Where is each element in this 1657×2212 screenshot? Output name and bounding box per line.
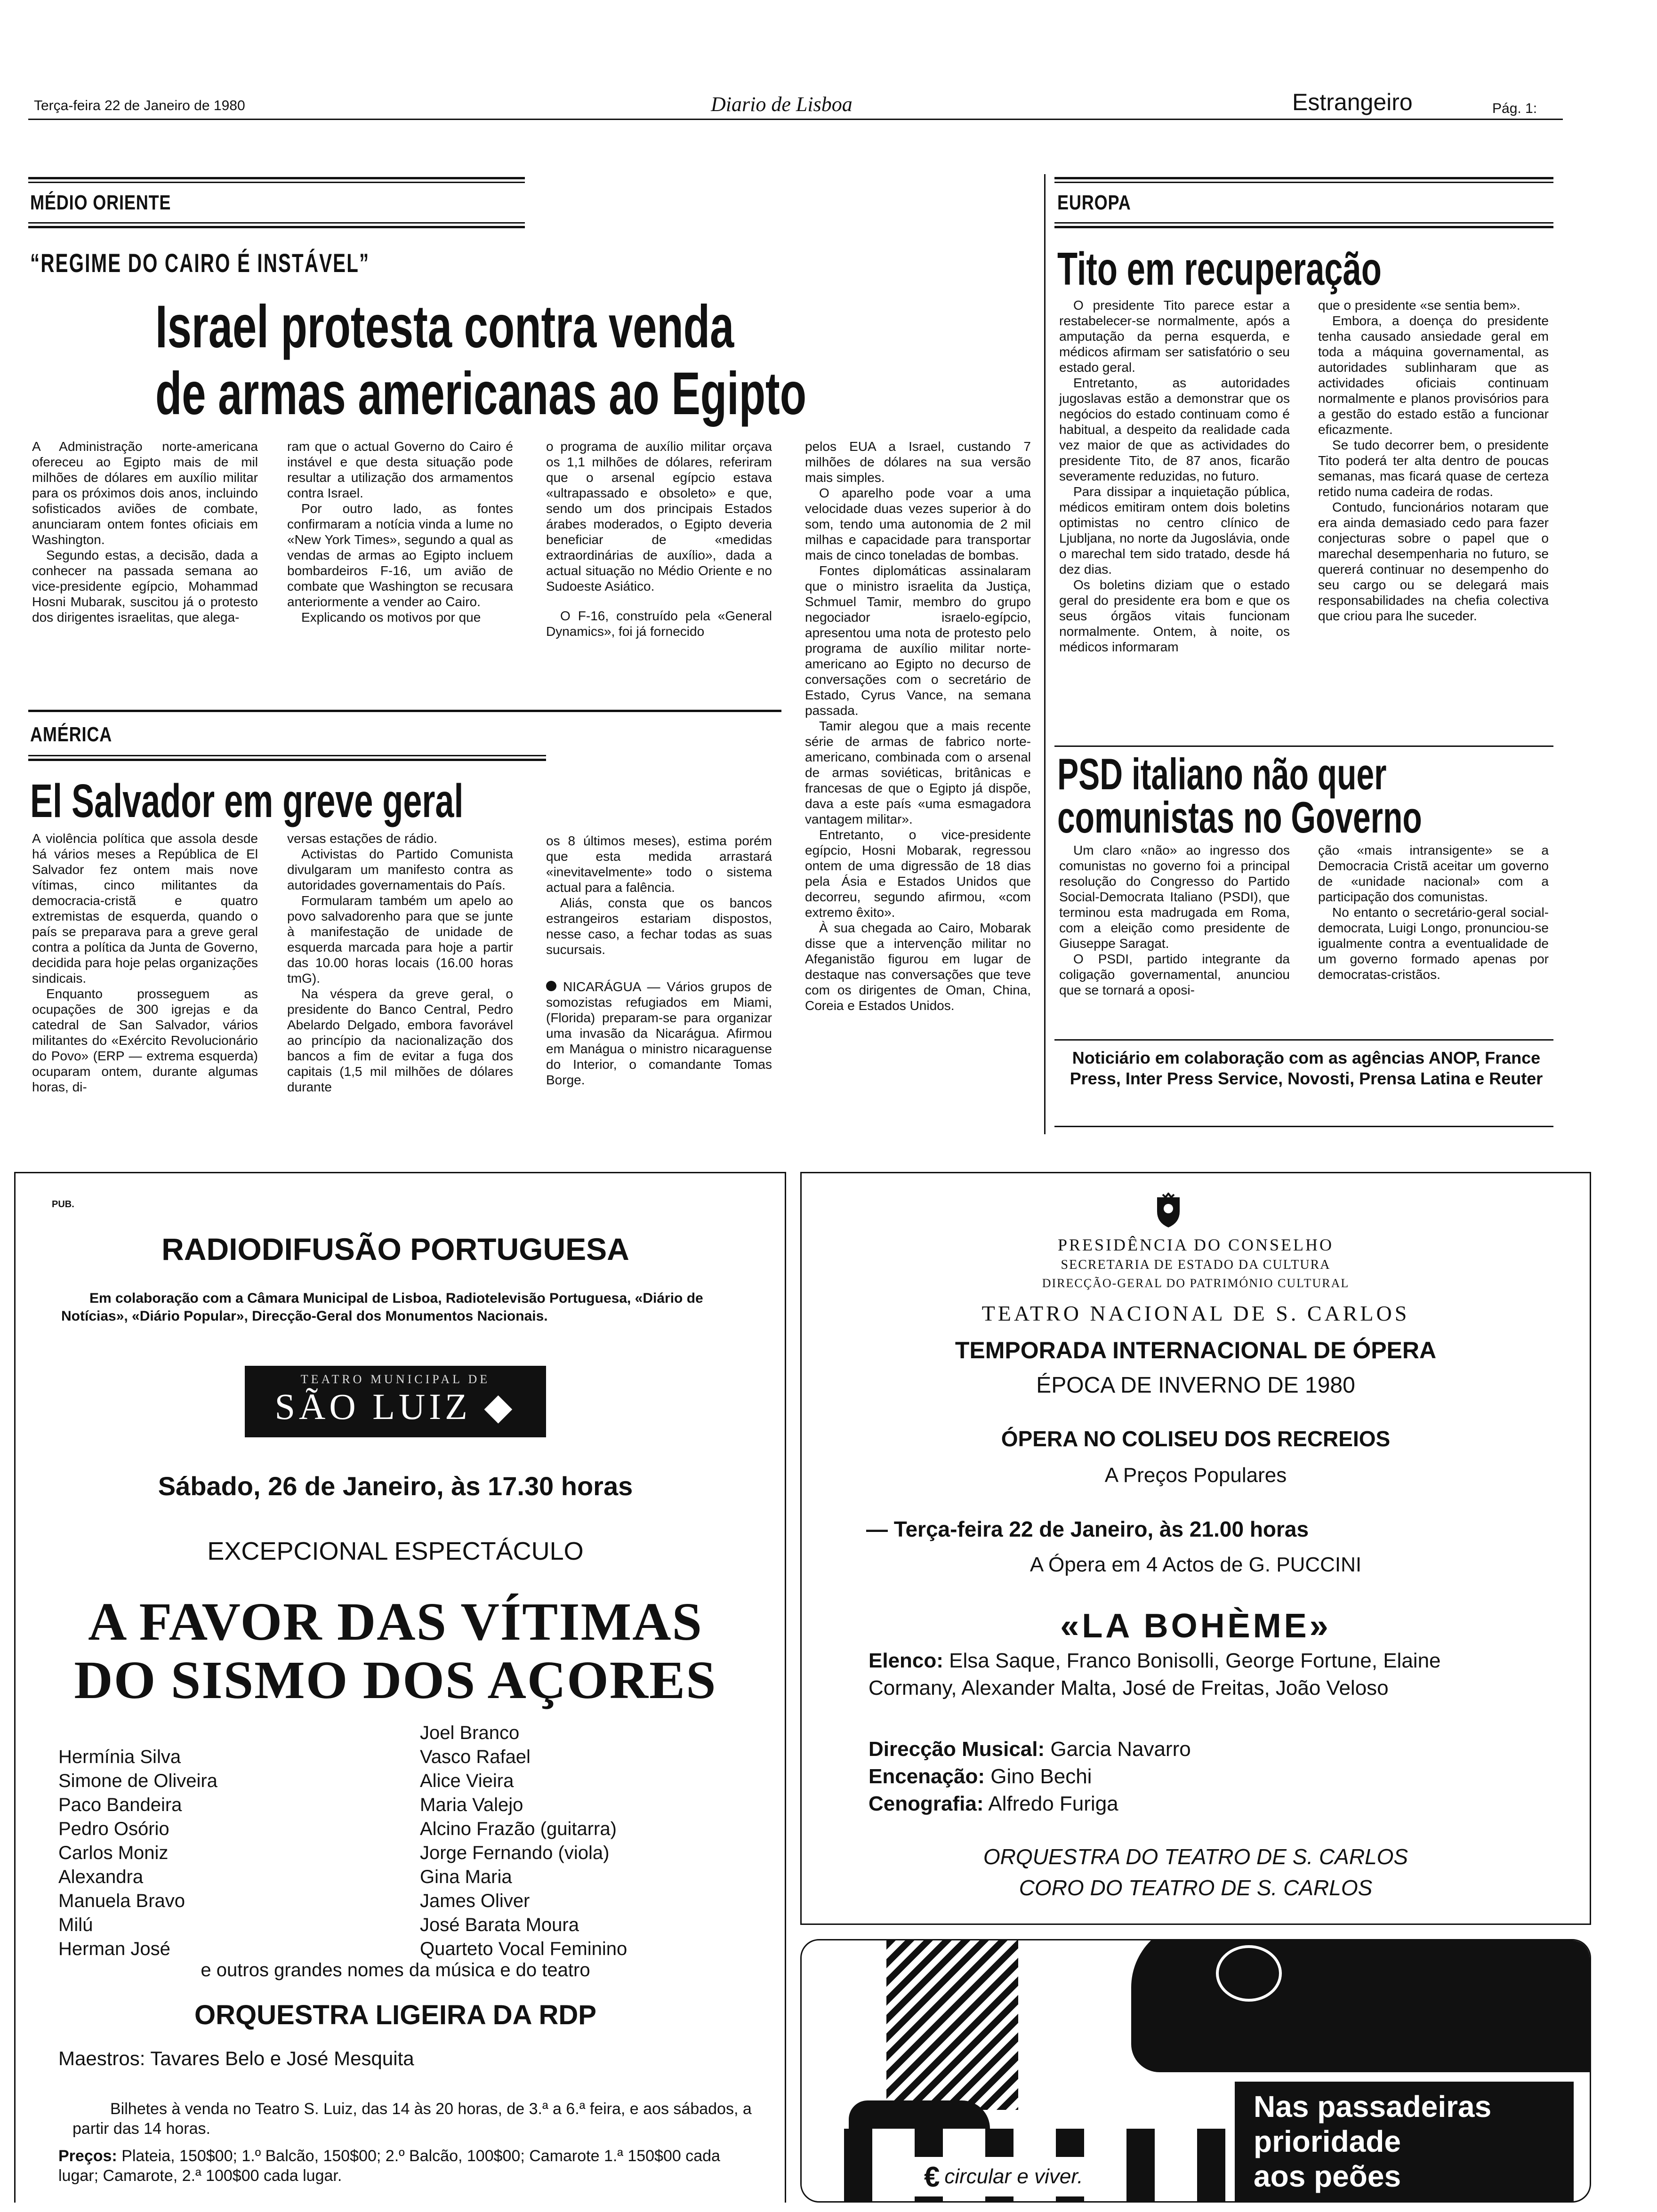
- ad-crossing: [800, 1939, 1591, 2203]
- paragraph: Entretanto, o vice-presidente egípcio, Hosni Mobarak, regressou ontem de uma digressão de 18 dias pela Ásia e Estados Unidos que decorreu, segundo afirmou, «com extremo êxito».: [805, 827, 1031, 920]
- nicaragua-text: — Vários grupos de somozistas refugiados em Miami, (Florida) preparam-se para organizar uma invasão da Nicarágua. Afirmou em Manágua o ministro nicaraguense do Interior, o comandante Tomas Borge.: [546, 979, 772, 1087]
- article-column: [1318, 297, 1549, 624]
- sao-luiz-small: TEATRO MUNICIPAL DE: [300, 1372, 491, 1386]
- ad-prices: [58, 2146, 755, 2186]
- ad-date: Sábado, 26 de Janeiro, às 17.30 horas: [158, 1471, 633, 1501]
- rule: [1054, 1039, 1553, 1041]
- article-column: [1059, 297, 1290, 655]
- ad-org: RADIODIFUSÃO PORTUGUESA: [161, 1232, 629, 1266]
- article-column: [287, 439, 513, 625]
- article-column: [1318, 842, 1549, 982]
- article-column: [32, 831, 258, 1095]
- bullet-icon: [546, 981, 556, 991]
- sc-choir: CORO DO TEATRO DE S. CARLOS: [1019, 1875, 1373, 1900]
- performer: Joel Branco: [420, 1723, 520, 1743]
- credit-value: Gino Bechi: [990, 1765, 1092, 1788]
- paragraph: Activistas do Partido Comunista divulgaram um manifesto contra as autoridades governamentais do País.: [287, 847, 513, 892]
- prices-text: Plateia, 150$00; 1.º Balcão, 150$00; 2.º Balcão, 100$00; Camarote 1.ª 150$00 cada lugar; Camarote, 2.ª 100$00 cada lugar.: [58, 2147, 720, 2185]
- paragraph: Fontes diplomáticas assinalaram que o ministro israelita da Justiça, Schmuel Tamir, membro do grupo negociador israelo-egípcio, apresentou uma nota de protesto pelo programa de auxílio militar norte-americano ao Egipto no decurso de conversações com o secretário de Estado, Cyrus Vance, na semana passada.: [805, 563, 1031, 718]
- rule: [1054, 226, 1553, 228]
- performer: Quarteto Vocal Feminino: [420, 1939, 627, 1959]
- performers-right: [420, 1721, 627, 1961]
- rule: [1054, 745, 1553, 747]
- header-rule: [28, 119, 1563, 120]
- paragraph: ção «mais intransigente» se a Democracia Cristã aceitar um governo de «unidade nacional» com a participação dos comunistas.: [1318, 843, 1549, 904]
- performer: Carlos Moniz: [58, 1843, 169, 1863]
- kicker: “REGIME DO CAIRO É INSTÁVEL”: [30, 248, 370, 278]
- sc-prices: A Preços Populares: [1104, 1464, 1287, 1487]
- paragraph: Explicando os motivos por que: [301, 610, 481, 625]
- section-label: Estrangeiro: [1292, 89, 1413, 115]
- headline-israel-1: Israel protesta contra venda: [155, 293, 734, 361]
- ad-maestros: Maestros: Tavares Belo e José Mesquita: [58, 2047, 414, 2069]
- section-america: AMÉRICA: [30, 723, 113, 746]
- headlight-icon: [1216, 1945, 1282, 2002]
- slogan-line: prioridade: [1254, 2124, 1401, 2158]
- article-column: [287, 831, 513, 1095]
- rule: [1054, 177, 1553, 179]
- paragraph: Para dissipar a inquietação pública, médicos emitiram ontem dois boletins optimistas no centro clínico de Ljubljana, no norte da Jugoslávia, onde o marechal tem sido tratado, desde há dez dias.: [1059, 484, 1290, 577]
- paragraph: pelos EUA a Israel, custando 7 milhões de dólares na sua versão mais simples.: [805, 439, 1031, 485]
- sao-luiz-name: SÃO LUIZ ◆: [274, 1386, 516, 1427]
- ad-orchestra: ORQUESTRA LIGEIRA DA RDP: [194, 2000, 596, 2030]
- ad-tickets: Bilhetes à venda no Teatro S. Luiz, das 14 às 20 horas, de 3.ª a 6.ª feira, e aos sábados, a partir das 14 horas.: [72, 2100, 752, 2138]
- paragraph: O presidente Tito parece estar a restabelecer-se normalmente, após a amputação da perna esquerda, e médicos afirmam ser satisfatório o seu estado geral.: [1059, 298, 1290, 375]
- ad-collab: Em colaboração com a Câmara Municipal de Lisboa, Radiotelevisão Portuguesa, «Diário de Notícias», «Diário Popular», Direcção-Geral dos Monumentos Nacionais.: [61, 1290, 703, 1324]
- performer: Pedro Osório: [58, 1819, 169, 1839]
- paragraph: que o presidente «se sentia bem».: [1318, 298, 1520, 313]
- rule: [28, 710, 781, 712]
- paragraph: Formularam também um apelo ao povo salvadorenho para que se junte à manifestação de unidade de esquerda marcada para hoje a partir das 10.00 horas locais (16.00 horas tmG).: [287, 893, 513, 986]
- article-column: [1059, 842, 1290, 998]
- performer: Hermínia Silva: [58, 1747, 181, 1767]
- headline-psd-1: PSD italiano não quer: [1057, 749, 1387, 799]
- performer: Gina Maria: [420, 1867, 512, 1887]
- article-column: [546, 833, 772, 1088]
- rule: [28, 182, 525, 183]
- sc-coliseu: ÓPERA NO COLISEU DOS RECREIOS: [1001, 1427, 1391, 1451]
- performer: Alexandra: [58, 1867, 144, 1887]
- sc-line-2: SECRETARIA DE ESTADO DA CULTURA: [1061, 1258, 1331, 1272]
- ad-cause-2: DO SISMO DOS AÇORES: [74, 1650, 717, 1710]
- rule: [1054, 222, 1553, 224]
- credit-label: Direcção Musical:: [869, 1738, 1045, 1761]
- paragraph: Se tudo decorrer bem, o presidente Tito poderá ter alta dentro de poucas semanas, mas ficará quase de certeza retido numa cadeira de rodas.: [1318, 438, 1549, 499]
- paragraph: Enquanto prosseguem as ocupações de 300 igrejas e da catedral de San Salvador, vários militantes do «Exército Revolucionário do Povo» (ERP — extrema esquerda) ocuparam ontem, durante algumas horas, di-: [32, 986, 258, 1094]
- paragraph: versas estações de rádio.: [287, 831, 438, 846]
- headline-el-salvador: El Salvador em greve geral: [30, 775, 464, 827]
- sc-line-1: PRESIDÊNCIA DO CONSELHO: [1057, 1235, 1334, 1254]
- performer: Herman José: [58, 1939, 170, 1959]
- performer: José Barata Moura: [420, 1915, 579, 1935]
- paragraph: Aliás, consta que os bancos estrangeiros estariam dispostos, nesse caso, a fechar todas as suas sucursais.: [546, 896, 772, 957]
- sc-opera: A Ópera em 4 Actos de G. PUCCINI: [1030, 1553, 1362, 1576]
- credit-label: Cenografia:: [869, 1792, 984, 1815]
- sc-theatre: TEATRO NACIONAL DE S. CARLOS: [981, 1301, 1410, 1325]
- paragraph: Os boletins diziam que o estado geral do presidente era bom e que os seus órgãos vitais funcionam normalmente. Ontem, à noite, os médicos informaram: [1059, 577, 1290, 654]
- headline-tito: Tito em recuperação: [1057, 243, 1382, 295]
- paragraph: os 8 últimos meses), estima porém que esta medida arrastará «inevitavelmente» todo o sistema actual para a falência.: [546, 834, 772, 895]
- paragraph: Entretanto, as autoridades jugoslavas estão a demonstrar que os negócios do estado continuam como é habitual, a despeito da realidade cada vez maior de que as actividades do presidente Tito, de 87 anos, ficarão severamente reduzidas, no futuro.: [1059, 376, 1290, 483]
- paragraph: A Administração norte-americana ofereceu ao Egipto mais de mil milhões de dólares em auxílio militar para os próximos dois anos, incluindo sofisticados aviões de combate, anunciaram ontem fontes oficiais em Washington.: [32, 439, 258, 547]
- performer: Paco Bandeira: [58, 1795, 182, 1815]
- article-column: [546, 439, 772, 639]
- performer: James Oliver: [420, 1891, 530, 1911]
- pub-label: PUB.: [52, 1199, 74, 1210]
- diamond-icon: ◆: [484, 1386, 516, 1427]
- credit-line: [869, 1790, 1191, 1818]
- paragraph: A violência política que assola desde há vários meses a República de El Salvador fez ontem mais nove vítimas, cinco militantes da democracia-cristã e quatro extremistas de esquerda, quando o país se preparava para a greve geral contra a política da Junta de Governo, decidida para hoje pelas organizações sindicais.: [32, 831, 258, 986]
- circular-text: circular e viver.: [944, 2165, 1083, 2188]
- rule: [1054, 182, 1553, 183]
- page-number: Pág. 1:: [1492, 101, 1537, 116]
- performer: Alice Vieira: [420, 1771, 514, 1791]
- legs-illustration: [886, 1940, 1018, 2110]
- paragraph: Embora, a doença do presidente tenha causado ansiedade geral em toda a máquina governamental, as autoridades sublinharam que as actividades oficiais continuam normalmente e planos provisórios para a gestão do estado estão a funcionar eficazmente.: [1318, 313, 1549, 437]
- paragraph: Por outro lado, as fontes confirmaram a notícia vinda a lume no «New York Times», segundo a qual as vendas de armas ao Egipto incluem bombardeiros F-16, um avião de combate que Washington se recusara anteriormente a vender ao Cairo.: [287, 501, 513, 609]
- paragraph: O F-16, construído pela «General Dynamics», foi já fornecido: [546, 609, 772, 639]
- performer: Maria Valejo: [420, 1795, 523, 1815]
- nicaragua-brief: [546, 979, 772, 1088]
- ad-cause-1: A FAVOR DAS VÍTIMAS: [88, 1592, 703, 1651]
- elenco-text: Elsa Saque, Franco Bonisolli, George Fortune, Elaine Cormany, Alexander Malta, José de Freitas, João Veloso: [869, 1649, 1441, 1699]
- article-column: [805, 439, 1031, 1013]
- paragraph: O aparelho pode voar a uma velocidade duas vezes superior à do som, tendo uma autonomia de 2 mil milhas e capacidade para transportar mais de cinco toneladas de bombas.: [805, 486, 1031, 562]
- headline-psd-2: comunistas no Governo: [1057, 793, 1422, 842]
- circular-logo: [915, 2157, 1093, 2196]
- credit-label: Encenação:: [869, 1765, 985, 1788]
- column-divider: [1044, 174, 1046, 1134]
- rule: [28, 177, 525, 179]
- article-column: [32, 439, 258, 625]
- sc-season: TEMPORADA INTERNACIONAL DE ÓPERA: [955, 1337, 1437, 1363]
- slogan-line: Nas passadeiras: [1254, 2090, 1492, 2124]
- paragraph: o programa de auxílio militar orçava os 1,1 milhões de dólares, referiram que o arsenal egípcio estava «ultrapassado e obsoleto» e que, sendo um dos principais Estados árabes moderados, o Egipto deveria beneficiar de «medidas extraordinárias de auxílio», dada a actual situação no Médio Oriente e no Sudoeste Asiático.: [546, 439, 772, 593]
- performer: Alcino Frazão (guitarra): [420, 1819, 617, 1839]
- crossing-slogan: [1235, 2082, 1574, 2203]
- paragraph: Segundo estas, a decisão, dada a conhecer na passada semana ao vice-presidente egípcio, Mohammad Hosni Mubarak, suscitou já o protesto dos dirigentes israelitas, que alega-: [32, 548, 258, 625]
- rule: [1054, 1126, 1553, 1127]
- sc-orchestra: ORQUESTRA DO TEATRO DE S. CARLOS: [983, 1844, 1408, 1869]
- performer: Manuela Bravo: [58, 1891, 185, 1911]
- ad-excep: EXCEPCIONAL ESPECTÁCULO: [207, 1537, 584, 1565]
- sao-luiz-logo: [245, 1366, 546, 1437]
- credit-value: Garcia Navarro: [1050, 1738, 1191, 1761]
- paragraph: Tamir alegou que a mais recente série de armas de fabrico norte-americano, combinada com o arsenal de armas soviéticas, britânicas e francesas de que o Egipto já dispõe, dava a este país «uma esmagadora vantagem militar».: [805, 719, 1031, 826]
- rule: [28, 222, 525, 224]
- ad-others: e outros grandes nomes da música e do teatro: [201, 1960, 590, 1980]
- paragraph: Um claro «não» ao ingresso dos comunistas no governo foi a principal resolução do Congresso do Partido Social-Democrata Italiano (PSDI), que terminou esta madrugada em Roma, com a eleição como presidente de Giuseppe Saragat.: [1059, 843, 1290, 951]
- rule: [28, 759, 546, 761]
- car-illustration: [1131, 1939, 1591, 2072]
- rule: [28, 755, 546, 756]
- section-medio-oriente: MÉDIO ORIENTE: [30, 191, 171, 214]
- paragraph: Contudo, funcionários notaram que era ainda demasiado cedo para fazer conjecturas sobre o papel que o marechal desempenharia no futuro, se quererá continuar no desempenho do seu cargo ou se delegará mais responsabilidades na chefia colectiva que criou para lhe suceder.: [1318, 500, 1549, 623]
- performer: Vasco Rafael: [420, 1747, 531, 1767]
- page-date: Terça-feira 22 de Janeiro de 1980: [34, 98, 245, 113]
- section-europa: EUROPA: [1057, 191, 1131, 214]
- sc-elenco: [869, 1647, 1480, 1702]
- nicaragua-tag: NICARÁGUA: [563, 979, 641, 994]
- elenco-label: Elenco:: [869, 1649, 943, 1672]
- paragraph: ram que o actual Governo do Cairo é instável e que desta situação pode resultar a utilização dos armamentos contra Israel.: [287, 439, 513, 500]
- masthead: Diario de Lisboa: [711, 93, 853, 116]
- performer: Simone de Oliveira: [58, 1771, 217, 1791]
- slogan-line: aos peões: [1254, 2159, 1401, 2193]
- sc-title: «LA BOHÈME»: [1060, 1607, 1331, 1645]
- credit-value: Alfredo Furiga: [988, 1792, 1118, 1815]
- sc-date: — Terça-feira 22 de Janeiro, às 21.00 horas: [866, 1517, 1309, 1541]
- circular-icon: €: [924, 2161, 940, 2193]
- coat-of-arms-icon: [1153, 1193, 1183, 1228]
- paragraph: Na véspera da greve geral, o presidente do Banco Central, Pedro Abelardo Delgado, embora favorável ao princípio da nacionalização dos bancos a fim de evitar a fuga dos capitais (1,5 mil milhões de dólares durante: [287, 986, 513, 1094]
- credit-line: [869, 1763, 1191, 1790]
- performer: Milú: [58, 1915, 93, 1935]
- sc-line-3: DIRECÇÃO-GERAL DO PATRIMÓNIO CULTURAL: [1042, 1276, 1350, 1290]
- paragraph: No entanto o secretário-geral social-democrata, Luigi Longo, pronunciou-se igualmente contra a eventualidade de um governo formado apenas por democratas-cristãos.: [1318, 905, 1549, 982]
- performers-left: [58, 1745, 217, 1961]
- headline-israel-2: de armas americanas ao Egipto: [155, 360, 806, 427]
- prices-label: Preços:: [58, 2147, 117, 2165]
- credit-line: [869, 1736, 1191, 1763]
- paragraph: À sua chegada ao Cairo, Mobarak disse que a intervenção militar no Afeganistão figurou em lugar de destaque nas conversações que teve com os dirigentes de Oman, China, Coreia e Estados Unidos.: [805, 921, 1031, 1013]
- paragraph: O PSDI, partido integrante da coligação governamental, anunciou que se tornará a oposi-: [1059, 952, 1290, 997]
- performer: Jorge Fernando (viola): [420, 1843, 610, 1863]
- agencies-note: Noticiário em colaboração com as agências ANOP, France Press, Inter Press Service, Novosti, Prensa Latina e Reuter: [1070, 1048, 1543, 1088]
- sc-epoch: ÉPOCA DE INVERNO DE 1980: [1036, 1373, 1355, 1398]
- sc-direction: [869, 1736, 1191, 1818]
- rule: [28, 226, 525, 228]
